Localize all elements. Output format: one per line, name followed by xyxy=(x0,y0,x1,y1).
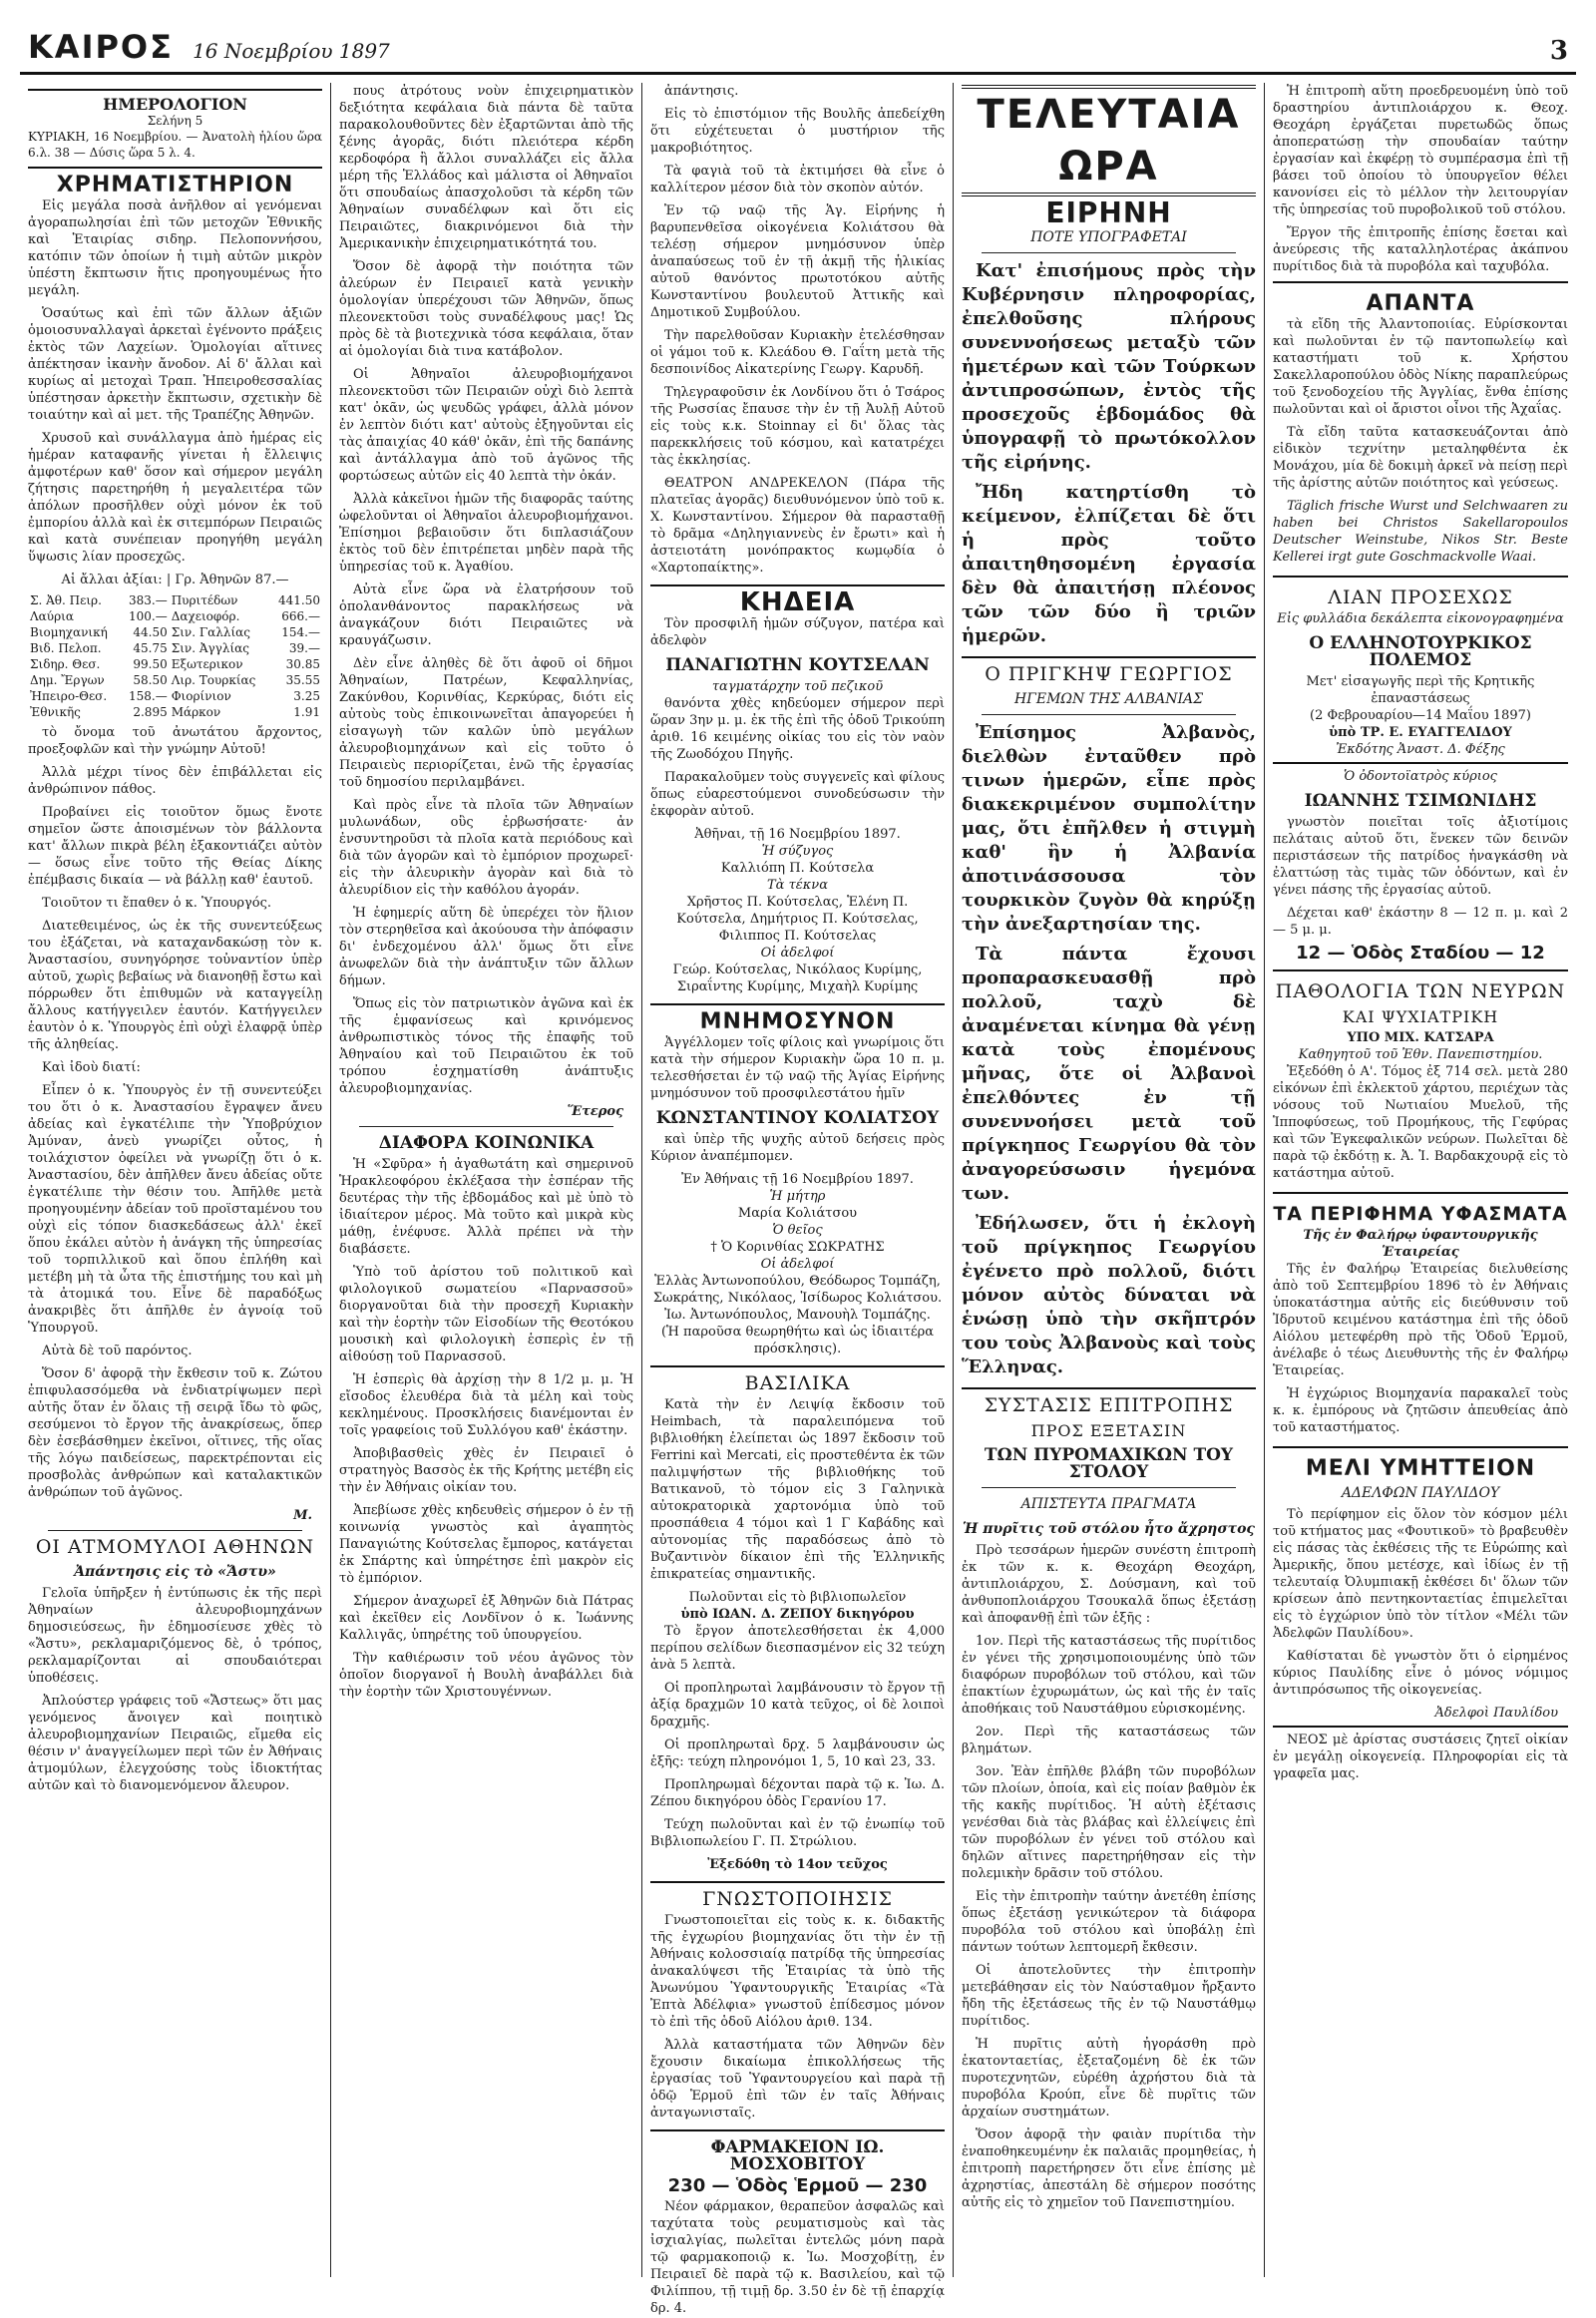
article-signature: Μ. xyxy=(293,1508,312,1523)
prince-subtitle: ΗΓΕΜΩΝ ΤΗΣ ΑΛΒΑΝΙΑΣ xyxy=(1013,691,1204,707)
funeral-family3-head: Οἱ ἀδελφοί xyxy=(760,946,835,961)
basilika-p7: Τεύχη πωλοῦνται καὶ ἐν τῷ ἐνωπίῳ τοῦ Βιβλιοπωλείου Γ. Π. Στρώλιου. xyxy=(650,1817,945,1849)
mills-subtitle: Ἀπάντησις εἰς τὸ «Ἄστυ» xyxy=(74,1564,276,1580)
soon-publisher: Ἐκδότης Ἀναστ. Δ. Φέξης xyxy=(1336,742,1505,757)
stock-cell: Δημ. Ἔργων xyxy=(30,673,105,687)
memorial-name: ΚΩΝΣΤΑΝΤΙΝΟΥ ΚΟΛΙΑΤΣΟΥ xyxy=(655,1108,940,1128)
soon-dates: (2 Φεβρουαρίου—14 Μαΐου 1897) xyxy=(1310,708,1531,723)
dentist-head: Ὁ ὀδοντοϊατρὸς κύριος xyxy=(1344,769,1497,784)
stock-cell: Σ. Ἀθ. Πειρ. xyxy=(30,593,102,607)
stock-cell: 441.50 xyxy=(278,593,320,607)
pathology-author2: Καθηγητοῦ τοῦ Ἐθν. Πανεπιστημίου. xyxy=(1298,1047,1543,1062)
col3-p4: Ἐν τῷ ναῷ τῆς Ἁγ. Εἰρήνης ἡ βαρυπενθεῖσα οἰκογένεια Κολιάτσου θὰ τελέσῃ σήμερον μνημόσυνον ὑπὲρ ἀναπαύσεως τοῦ ἐν τῇ ἀκμῇ τῆς ἡλικίας αὐτοῦ θανόντος πρωτοτόκου αὐτῆς Κωνσταντίνου βουλευτοῦ Ἀττικῆς καὶ Δημοτικοῦ Συμβούλου. xyxy=(650,203,945,320)
committee-p3: 2ον. Περὶ τῆς καταστάσεως τῶν βλημάτων. xyxy=(962,1725,1256,1756)
memorial-family2: † Ὁ Κορινθίας ΣΩΚΡΑΤΗΣ xyxy=(710,1240,885,1255)
committee-sub4: Ἡ πυρῖτις τοῦ στόλου ἦτο ἄχρηστος xyxy=(963,1521,1255,1537)
soon-subtitle: Εἰς φυλλάδια δεκάλεπτα εἰκονογραφημένα xyxy=(1277,611,1564,626)
fabrics-subtitle: Τῆς ἐν Φαλήρῳ ὑφαντουργικῆς Ἑταιρείας xyxy=(1303,1228,1538,1260)
stock-cell: Εξωτερικον xyxy=(171,657,243,671)
article-p6: Καὶ ἰδοὺ διατί: xyxy=(42,1060,141,1075)
almanac-moon: Σελήνη 5 xyxy=(147,114,203,128)
pathology-subtitle: ΚΑΙ ΨΥΧΙΑΤΡΙΚΗ xyxy=(1342,1007,1499,1026)
soon-p1: Μετ' εἰσαγωγῆς περὶ τῆς Κρητικῆς ἐπαναστάσεως xyxy=(1306,674,1535,706)
col3-p2: Εἰς τὸ ἐπιστόμιον τῆς Βουλῆς ἀπεδείχθη ὅτι εὐχέτευεται ὁ μυστήριον τῆς μακροβιότητος. xyxy=(650,107,945,156)
masthead xyxy=(20,18,1576,75)
stock-cell: 30.85 xyxy=(285,657,320,671)
column-3 xyxy=(642,83,954,2316)
divider xyxy=(962,1387,1256,1389)
stock-cell: Σιν. Γαλλίας xyxy=(171,625,251,639)
funeral-date: Ἀθῆναι, τῇ 16 Νοεμβρίου 1897. xyxy=(694,827,901,842)
peace-subtitle: ΠΟΤΕ ΥΠΟΓΡΑΦΕΤΑΙ xyxy=(1030,229,1187,245)
col5-p1: Ἡ ἐπιτροπὴ αὕτη προεδρευομένη ὑπὸ τοῦ δραστηρίου ἀντιπλοιάρχου κ. Θεοχ. Θεοχάρη ἐργάζεται πυρετωδῶς ὅπως ἀποπερατώσῃ τὴν σπουδαίαν ταύτην ἐργασίαν καὶ ἐκφέρῃ τὸ συμπέρασμα ἐπὶ τῇ βάσει τοῦ ὁποίου τὸ ὑπουργεῖον θέλει κανονίσει εἰς τὸ μέλλον τὴν λειτουργίαν τῆς ὑπηρεσίας τοῦ πυροβολικοῦ τοῦ στόλου. xyxy=(1273,84,1568,217)
stock-cell: Ἐθνικῆς xyxy=(30,705,81,719)
notice-p2: Ἀλλὰ καταστήματα τῶν Ἀθηνῶν δὲν ἔχουσιν δικαίωμα ἐπικολλήσεως τῆς ἐργασίας τοῦ Ὑφαντουργείου καὶ παρὰ τῇ ὁδῷ Ἑρμοῦ ἐπὶ τῶν ἐν ταῖς Ἀθήναις ἀνταγωνισταῖς. xyxy=(650,2038,945,2121)
almanac-title: ΗΜΕΡΟΛΟΓΙΟΝ xyxy=(103,95,247,114)
stock-cell: Ἠπειρο-Θεσ. xyxy=(30,689,108,703)
funeral-p1: Τὸν προσφιλῆ ἡμῶν σύζυγον, πατέρα καὶ ἀδελφὸν xyxy=(650,616,945,648)
stock-cell: 2.895 xyxy=(133,705,168,719)
dentist-address: 12 — Ὁδὸς Σταδίου — 12 xyxy=(1296,943,1545,964)
col2-p5: Αὐτὰ εἶνε ὥρα νὰ ἐλατρήσουν τοῦ ὁπολανθάνοντος παρακλήσεως νὰ ἀναγκάζουν διότι Πειραιῶτες νὰ κραυγάζωσιν. xyxy=(339,582,633,648)
funeral-family3: Γεώρ. Κούτσελας, Νικόλαος Κυρίμης, Σιραΐντης Κυρίμης, Μιχαὴλ Κυρίμης xyxy=(672,963,923,994)
mills-p1: Γελοῖα ὑπῆρξεν ἡ ἐντύπωσις ἐκ τῆς περὶ Ἀθηναίων ἀλευροβιομηχάνων δημοσιεύσεως, ἣν ἐδημοσίευσε χθὲς τὸ «Ἄστυ», ρεκλαμαριζόμενος δὲ, ὁ τρόπος, ρεκλαμαρίζονται αἱ σπουδαιότεραι ὑποθέσεις. xyxy=(28,1586,322,1686)
funeral-p3: θανόντα χθὲς κηδεύομεν σήμερον περὶ ὥραν 3ην μ. μ. ἐκ τῆς ἐπὶ τῆς ὁδοῦ Τρικούπη ἀριθ. 16 κειμένης οἰκίας του εἰς τὸν ναὸν τῆς Ζωοδόχου Πηγῆς. xyxy=(650,696,945,762)
page-number: 3 xyxy=(1549,36,1568,66)
ad-pathology xyxy=(1273,969,1568,1192)
stock-row xyxy=(28,592,322,608)
social-p3: Ἡ ἑσπερὶς θὰ ἀρχίσῃ τὴν 8 1/2 μ. μ. Ἡ εἴσοδος ἐλευθέρα διὰ τὰ μέλη καὶ τοὺς κεκλημένους. Προσκλήσεις διανέμονται ἐν τοῖς γραφείοις τοῦ Συλλόγου καθ' ἑκάστην. xyxy=(339,1372,633,1438)
honey-p2: Καθίσταται δὲ γνωστὸν ὅτι ὁ εἰρημένος κύριος Παυλίδης εἶνε ὁ μόνος νόμιμος ἀντιπρόσωπος τῆς οἰκογενείας. xyxy=(1273,1649,1568,1698)
soon-author: ὑπὸ ΤΡ. Ε. ΕΥΑΓΓΕΛΙΔΟΥ xyxy=(1329,725,1512,740)
ad-young-man xyxy=(1273,1726,1568,1792)
col2-p7: Καὶ πρὸς εἶνε τὰ πλοῖα τῶν Ἀθηναίων μυλωνάδων, οὓς ἐρβωσήσατε· ἀν ἐνσυντηροῦσι τὰ πλοῖα κατὰ περιόδους καὶ διὰ τῶν ἀγορῶν καὶ τὸ ἐμπόριον προχωρεῖ· εἰς τὴν ἀλευρικὴν ἀγορὰν καὶ διὰ τὸ ἀλευρίδιον εἰς τὴν καθόλου ἀγοράν. xyxy=(339,798,633,898)
committee-sub2: ΤΩΝ ΠΥΡΟΜΑΧΙΚΩΝ ΤΟΥ ΣΤΟΛΟΥ xyxy=(984,1445,1234,1482)
divider xyxy=(982,714,1236,715)
basilika-p2: Πωλοῦνται εἰς τὸ βιβλιοπωλεῖον xyxy=(688,1590,907,1605)
honey-subtitle: ΑΔΕΛΦΩΝ ΠΑΥΛΙΔΟΥ xyxy=(1341,1485,1500,1501)
divider xyxy=(650,1881,945,1883)
memorial-family1-head: Ἡ μήτηρ xyxy=(769,1189,826,1204)
basilika-p1: Κατὰ τὴν ἐν Λειψίᾳ ἔκδοσιν τοῦ Heimbach, τὰ παραλειπόμενα τοῦ βιβλιοθήκη ἐλείπεται ὡς 1897 ἔκδοσιν τοῦ Ferrini καὶ Mercati, εἰς προστεθέντα ἐκ τῶν παλιμψήστων τῆς βιβλιοθήκης τοῦ Βατικανοῦ, τὸ τόμον εἰς 3 Γαληνικὰ αὐτοκρατορικὰ χαρτονόμια ὑπὸ τοῦ προσπάθεια 4 τόμοι καὶ 1 Γ Καβάδης καὶ αὐτονομίας τῆς παραδόσεως ἀπὸ τὸ Βυζαντινὸν δίκαιον ἐπὶ τῆς Ἑλληνικῆς ἐπικρατείας σημαντικῆς. xyxy=(650,1397,945,1582)
mills-title: ΟΙ ΑΤΜΟΜΥΛΟΙ ΑΘΗΝΩΝ xyxy=(35,1536,315,1558)
social-title: ΔΙΑΦΟΡΑ ΚΟΙΝΩΝΙΚΑ xyxy=(378,1133,595,1153)
stock-row xyxy=(28,640,322,656)
stock-cell: 44.50 xyxy=(133,625,168,639)
pathology-title: ΠΑΘΟΛΟΓΙΑ ΤΩΝ ΝΕΥΡΩΝ xyxy=(1275,980,1566,1002)
stock-row xyxy=(28,704,322,720)
basilika-p4: Οἱ προπληρωταὶ λαμβάνουσιν τὸ ἔργον τῇ ἀξίᾳ δραχμῶν 10 κατὰ τεῦχος, οἱ δὲ λοιποὶ δραχμῆς. xyxy=(650,1681,945,1730)
col3-p1: ἀπάντησις. xyxy=(664,84,739,99)
funeral-family1-head: Ἡ σύζυγος xyxy=(761,844,834,859)
market-p1: Εἰς μεγάλα ποσὰ ἀνῆλθον αἱ γενόμεναι ἀγοραπωλησίαι ἐπὶ τῶν μετοχῶν Ἐθνικῆς καὶ Ἑταιρίας σιδηρ. Πελοποννήσου, κατόπιν τῶν ὁποίων ἡ τιμὴ αὐτῶν μικρὸν ὑπέστη ἔκπτωσιν ἥτις προηγουμένως ἦτο μεγάλη. xyxy=(28,198,322,298)
dentist-p2: Δέχεται καθ' ἑκάστην 8 — 12 π. μ. καὶ 2 — 5 μ. μ. xyxy=(1273,906,1568,938)
column-1 xyxy=(20,83,331,2277)
divider xyxy=(650,584,945,586)
apanta-p1: τὰ εἴδη τῆς Ἀλαντοποιίας. Εὑρίσκονται καὶ πωλοῦνται ἐν τῷ παντοπωλείῳ καὶ καταστήματι τοῦ κ. Χρήστου Σακελλαροπούλου ὁδὸς Νίκης παραπλεύρως τοῦ ξενοδοχείου τῆς Ἀγγλίας, ἔνθα ἐπίσης πωλοῦνται καὶ οἱ ἄριστοι οἶνοι τῆς Ἀχαΐας. xyxy=(1273,317,1568,417)
stock-cell: 99.50 xyxy=(133,657,168,671)
stock-cell: Βιδ. Πελοπ. xyxy=(30,641,102,655)
stock-intro: Αἱ ἄλλαι ἀξίαι: | Γρ. Ἀθηνῶν 87.— xyxy=(61,573,289,587)
stock-cell: 35.55 xyxy=(285,673,320,687)
prince-p1: Ἐπίσημος Ἀλβανὸς, διελθὼν ἐνταῦθεν πρὸ τινων ἡμερῶν, εἶπε πρὸς διακεκριμένον συμπολίτην μας, ὅτι ἐπῆλθεν ἡ στιγμὴ καθ' ἣν ἡ Ἀλβανία ἀποτινάσσουσα τὸν τουρκικὸν ζυγὸν θὰ κηρύξῃ τὴν ἀνεξαρτησίαν της. xyxy=(962,722,1256,935)
stock-row xyxy=(28,688,322,704)
basilika-p6: Προπληρωμαὶ δέχονται παρὰ τῷ κ. Ἰω. Δ. Ζέπου δικηγόρου ὁδὸς Γερανίου 17. xyxy=(650,1777,945,1809)
honey-p1: Τὸ περίφημον εἰς ὅλον τὸν κόσμον μέλι τοῦ κτήματος μας «Φουτικοῦ» τὸ βραβευθὲν εἰς πάσας τὰς ἐκθέσεις τῆς τε Εὐρώπης καὶ Ἀμερικῆς, ὅπου μετέσχε, καὶ ἰδίως ἐν τῇ τελευταίᾳ Ὀλυμπιακῇ ἐκθέσει δι' ὅλων τῶν κρίσεων ἀπὸ πεντηκονταετίας ἐπιμελεῖται εἰς τὸ ἐγχώριον ὑπὸ τὸν τίτλον «Μέλι τῶν Ἀδελφῶν Παυλίδου». xyxy=(1273,1507,1568,1641)
dentist-p1: γνωστὸν ποιεῖται τοῖς ἀξιοτίμοις πελάταις αὐτοῦ ὅτι, ἕνεκεν τῶν δεινῶν περιστάσεων τῆς πατρίδος ἠναγκάσθη νὰ ἐλαττώσῃ τὰς τιμὰς τῶν ὀδόντων, καὶ ἐν γένει πάσης τῆς ἐργασίας αὐτοῦ. xyxy=(1273,815,1568,898)
stock-row xyxy=(28,624,322,640)
columns xyxy=(20,83,1576,2316)
col5-p2: Ἔργον τῆς ἐπιτροπῆς ἐπίσης ἔσεται καὶ ἀνεύρεσις τῆς καταλληλοτέρας ἀκάπνου πυρίτιδος διὰ τὰ πυροβόλα καὶ ταχυβόλα. xyxy=(1273,225,1568,274)
social-p6: Σήμερον ἀναχωρεῖ ἐξ Ἀθηνῶν διὰ Πάτρας καὶ ἐκεῖθεν εἰς Λονδῖνον ὁ κ. Ἰωάννης Καλλιγᾶς, ὑπηρέτης τοῦ ὑπουργείου. xyxy=(339,1594,633,1643)
committee-p8: Ὅσον ἀφορᾷ τὴν φαιὰν πυρίτιδα τὴν ἐναποθηκευμένην ἐκ παλαιᾶς προμηθείας, ἡ ἐπιτροπὴ παρετήρησεν ὅτι εἶνε ἐπίσης μὲ ἀχρηστίας, ἀπεστάλη δὲ σήμερον ποσότης αὐτῆς εἰς τὸ χημεῖον τοῦ Πανεπιστημίου. xyxy=(962,2127,1256,2210)
notice-p1: Γνωστοποιεῖται εἰς τοὺς κ. κ. διδακτῆς τῆς ἐγχωρίου βιομηχανίας ὅτι τὴν ἐν τῇ Ἀθήναις κολοσσιαίᾳ πατρίδᾳ τῆς ὑπηρεσίας ἀνακαλύψεσι τῆς Ἑταιρίας τὰ ὑπὸ τῆς Ἀνωνύμου Ὑφαντουργικῆς Ἑταιρίας «Τὰ Ἐπτὰ Ἀδέλφια» γνωστοῦ ἐπίδεσμος μόνον τὸ ἐπὶ τῆς ὁδοῦ Αἰόλου ἀριθ. 134. xyxy=(650,1913,945,2030)
stock-cell: Λιρ. Τουρκίας xyxy=(171,673,256,687)
col2-p1: πους ἀτρότους νοὺν ἐπιχειρηματικὸν δεξιότητα κεφάλαια διὰ πάντα δὲ ταῦτα παρακολουθοῦντες δὲν ἐξαρτῶνται ἀπὸ τῆς ξένης ἀγορᾶς, διότι πλειότερα κέρδη κερδοφόρα ἢ ἄλλοι συναλλάζει εἰς ἄλλα μέρη τῆς Ἑλλάδος καὶ μάλιστα οἱ Ἀθηναῖοι ὅτι σπουδαίως ἀπασχολοῦσι τὰ κέρδη τῶν Ἀθηναίων συναδέλφων καὶ ὅτι εἰς Πειραιῶτες, διακρινόμενοι διὰ τὴν Ἀμερικανικὴν ἐπιχειρηματικότητά του. xyxy=(339,84,633,251)
social-p2: Ὑπὸ τοῦ ἀρίστου τοῦ πολιτικοῦ καὶ φιλολογικοῦ σωματείου «Παρνασσοῦ» διοργανοῦται διὰ τὴν προσεχῆ Κυριακὴν καὶ τὴν ἑορτὴν τῶν Εἰσοδίων τῆς Θεοτόκου μουσικὴ καὶ φιλολογικὴ ἑσπερὶς ἐν τῇ αἰθούσῃ τοῦ Παρνασσοῦ. xyxy=(339,1265,633,1364)
honey-title: ΜΕΛΙ ΥΜΗΤΤΕΙΟΝ xyxy=(1305,1456,1536,1481)
memorial-family3-head: Οἱ ἀδελφοί xyxy=(760,1257,835,1272)
prince-p2: Τὰ πάντα ἔχουσι προπαρασκευασθῇ πρὸ πολλοῦ, ταχὺ δὲ ἀναμένεται κίνημα θὰ γένῃ κατὰ τοὺς ἐπομένους μῆνας, ὅτε οἱ Ἀλβανοὶ ἐπελθόντες ἐν τῇ συνεννοήσει μετὰ τοῦ πρίγκηπος Γεωργίου θὰ τὸν ἀναγορεύσωσιν ἡγεμόνα των. xyxy=(962,944,1256,1204)
last-hour-title: ΤΕΛΕΥΤΑΙΑ ΩΡΑ xyxy=(962,85,1256,196)
almanac-box xyxy=(28,89,322,169)
pathology-p1: Ἐξεδόθη ὁ Α'. Τόμος ἐξ 714 σελ. μετὰ 280 εἰκόνων ἐπὶ ἐκλεκτοῦ χάρτου, περιέχων τὰς νόσους τοῦ Νωτιαίου Μυελοῦ, τῆς Ἱπποφύσεως, τοῦ Προμήκους, τῆς Γεφύρας καὶ τῶν Ἐγκεφαλικῶν νεύρων. Πωλεῖται δὲ παρὰ τῷ ἐκδότῃ κ. Ἀ. Ἰ. Βαρδακχουρᾷ εἰς τὸ κατάστημα αὐτοῦ. xyxy=(1273,1064,1568,1181)
market-p2: Ὁσαύτως καὶ ἐπὶ τῶν ἄλλων ἀξιῶν ὁμοιοσυναλλαγαὶ ἀρκεταὶ ἐγένοντο πράξεις ἐκτὸς τῶν Λαχείων. Ὁμολογίαι αἵτινες ἀπέκτησαν ἰκανὴν ἄνοδον. Αἱ δ' ἄλλαι καὶ κυρίως αἱ μετοχαὶ Τραπ. Ἠπειροθεσσαλίας ὑπέστησαν ἀρκετὴν ἔκπτωσιν, σχετικὴν δὲ τοιαύτην καὶ αἱ μετ. τῆς Τραπέζης Ἀθηνῶν. xyxy=(28,306,322,423)
article-p5: Διατεθειμένος, ὡς ἐκ τῆς συνεντεύξεως του ἐξάζεται, νὰ καταχανδακώσῃ τὸν κ. Ἀναστασίου, συνηγόρησε τοὐναντίον ὑπὲρ αὐτοῦ, χωρὶς βεβαίως νὰ διανοηθῇ ἔστω καὶ πόρρωθεν ὅτι ἐπιθυμῶν νὰ καταγγείλῃ ἄλλους κατήγγειλεν ἑαυτόν. Κατήγγειλεν ἑαυτὸν ὁ κ. Ὑπουργὸς ἐπὶ οὐχὶ ἐλαφρᾷ ὑπὲρ τῆς ἀληθείας. xyxy=(28,919,322,1052)
memorial-family2-head: Ὁ θεῖος xyxy=(772,1223,823,1238)
fabrics-p2: Ἡ ἐγχώριος Βιομηχανία παρακαλεῖ τοὺς κ. κ. ἐμπόρους νὰ ζητῶσιν ἀπευθείας ἀπὸ τοῦ καταστήματος. xyxy=(1273,1386,1568,1435)
col3-p7: ΘΕΑΤΡΟΝ ΑΝΔΡΕΚΕΛΟΝ (Πάρα τῆς πλατεῖας ἀγορᾶς) διευθυνόμενον ὑπὸ τοῦ κ. Χ. Κωνσταντίνου. Σήμερον θὰ παρασταθῇ τὸ δρᾶμα «Δηληγιαννεὺς ἐν ἔρωτι» καὶ ἡ ἀστειοτάτη μονόπρακτος κωμῳδία ὁ «Χαρτοπαίκτης». xyxy=(650,476,945,576)
issue-date: 16 Νοεμβρίου 1897 xyxy=(193,39,390,63)
peace-p2: Ἤδη κατηρτίσθη τὸ κείμενον, ἐλπίζεται δὲ ὅτι ἡ πρὸς τοῦτο ἀπαιτηθησομένη ἐργασία δὲν θὰ ἀπαιτήσῃ πλέονος τῶν τῶν δύο ἢ τριῶν ἡμερῶν. xyxy=(962,482,1256,646)
stock-cell: Μάρκον xyxy=(171,705,221,719)
funeral-family1: Καλλιόπη Π. Κούτσελα xyxy=(720,861,875,876)
stock-row xyxy=(28,672,322,688)
basilika-seller: ὑπὸ ΙΩΑΝ. Δ. ΖΕΠΟΥ δικηγόρου xyxy=(680,1607,915,1622)
basilika-issue: Ἐξεδόθη τὸ 14ον τεῦχος xyxy=(707,1857,888,1872)
stock-cell: Πυριτέδων xyxy=(171,593,238,607)
stock-cell: Φιορίνιον xyxy=(171,689,231,703)
column-4 xyxy=(954,83,1265,2277)
pharmacy-address: 230 — Ὁδὸς Ἑρμοῦ — 230 xyxy=(667,2175,928,2196)
funeral-family2: Χρῆστος Π. Κούτσελας, Ἑλένη Π. Κούτσελα, Δημήτριος Π. Κούτσελας, Φιλιππος Π. Κούτσελας xyxy=(676,895,919,944)
divider xyxy=(982,252,1236,253)
memorial-family1: Μαρία Κολιάτσου xyxy=(737,1206,858,1221)
stock-cell: 58.50 xyxy=(133,673,168,687)
article-p9: Ὅσον δ' ἀφορᾷ τὴν ἔκθεσιν τοῦ κ. Ζώτου ἐπιφυλασσόμεθα νὰ ἐνδιατρίψωμεν περὶ αὐτῆς ὅταν ἐν ὅλαις τῇ σειρᾷ ἴδω τὸ φῶς, σεσύμενοι τὸ ἔργον τῆς ἀνακρίσεως, ὅπερ δὲν ἐσεβάσθημεν ἐκεῖνοι, οἵτινες, τῆς οἵας τῆς λόγω παιδείσεως, παρεκτρέπονται εἰς προσβολὰς ἀνθρώπων καὶ καταλακτικῶν ἀνθρώπων τοῦ ἀγῶνος. xyxy=(28,1366,322,1500)
committee-p4: 3ον. Ἐὰν ἐπῆλθε βλάβη τῶν πυροβόλων τῶν πλοίων, ὁποία, καὶ εἰς ποίαν βαθμὸν ἐκ τῆς κακῆς πυρίτιδος. Ἡ αὐτὴ ἐξέτασις γενέσθαι διὰ τὰς βλάβας καὶ ἐλλείψεις ἐπὶ τῶν πυροβόλων ἐν γένει τοῦ στόλου καὶ δηλῶν αἵτινες παρετηρήθησαν εἰς τὴν πολεμικὴν δρᾶσιν τοῦ στόλου. xyxy=(962,1764,1256,1881)
social-p4: Ἀποβιβασθεὶς χθὲς ἐν Πειραιεῖ ὁ στρατηγὸς Βασσὸς ἐκ τῆς Κρήτης μετέβη εἰς τὴν ἐν Ἀθήναις οἰκίαν του. xyxy=(339,1446,633,1495)
committee-p5: Εἰς τὴν ἐπιτροπὴν ταύτην ἀνετέθη ἐπίσης ὅπως ἐξετάσῃ γενικώτερον τὰ διάφορα πυροβόλα τοῦ στόλου καὶ ὑποβάλῃ ἐπὶ πάντων τούτων λεπτομερῆ ἔκθεσιν. xyxy=(962,1889,1256,1955)
notice-title: ΓΝΩΣΤΟΠΟΙΗΣΙΣ xyxy=(702,1888,893,1910)
social-p7: Τὴν καθιέρωσιν τοῦ νέου ἀγῶνος τὸν ὁποῖον διοργανοῖ ἡ Βουλὴ ἀναβάλλει διὰ τὴν ἑορτὴν τῶν Χριστουγέννων. xyxy=(339,1651,633,1700)
funeral-p4: Παρακαλοῦμεν τοὺς συγγενεῖς καὶ φίλους ὅπως εὐαρεστούμενοι συνοδεύσωσιν τὴν ἐκφορὰν αὐτοῦ. xyxy=(650,770,945,819)
article-p8: Αὐτὰ δὲ τοῦ παρόντος. xyxy=(42,1344,193,1358)
stock-cell: 383.— xyxy=(129,593,168,607)
col2-p3: Οἱ Ἀθηναῖοι ἀλευροβιομήχανοι πλεονεκτοῦσι τῶν Πειραιῶν οὐχὶ διὸ λεπτὰ κατ' ὀκᾶν, ὡς ψευδῶς γράφει, ἀλλὰ μόνον ἐν λεπτὸν διότι κατ' αὐτοὺς ἐξηγοῦνται εἰς τὰς ἀπαιχίας 40 κάθ' ὀκᾶν, ἐπὶ τῆς δαπάνης καὶ ἀντάλλαγμα ἀπὸ τοῦ ἀγῶνος τῆς φορτώσεως αὐτῶν εἰς 40 λεπτὰ τὴν ὀκάν. xyxy=(339,367,633,484)
funeral-rank: ταγματάρχην τοῦ πεζικοῦ xyxy=(711,679,884,694)
col2-p6: Δὲν εἶνε ἀληθὲς δὲ ὅτι ἀφοῦ οἱ δῆμοι Ἀθηναίων, Πατρέων, Κεφαλληνίας, Ζακύνθου, Κορινθίας, Κερκύρας, διότι εἰς αὐτοὺς τοὺς ἐπικοινωνεῖται ἀπαγορεύει ἡ εἰσαγωγὴ τῶν καλῶν ὑπὸ μεγάλων ἀλευροβιομηχάνων καὶ εἰς τοῦτο ὁ Πειραιεὺς περιορίζεται, ἐνῶ τῆς ἐργασίας τοῦ δημοσίου περιλαμβάνει. xyxy=(339,656,633,790)
memorial-title: ΜΝΗΜΟΣΥΝΟΝ xyxy=(699,1009,896,1034)
memorial-p2: καὶ ὑπὲρ τῆς ψυχῆς αὐτοῦ δεήσεις πρὸς Κύριον ἀναπέμπομεν. xyxy=(650,1132,945,1164)
prince-p3: Ἐδήλωσεν, ὅτι ἡ ἐκλογὴ τοῦ πρίγκηπος Γεωργίου ἐγένετο πρὸ πολλοῦ, διότι μόνον αὐτὸς δύναται νὰ ἑνώσῃ ὑπὸ τὴν σκῆπτρόν του τοὺς Ἀλβανοὺς καὶ τοὺς Ἕλληνας. xyxy=(962,1213,1256,1377)
col2-p2: Ὅσον δὲ ἀφορᾷ τὴν ποιότητα τῶν ἀλεύρων ἐν Πειραιεῖ κατὰ γενικὴν ὁμολογίαν ὑπερέχουσι τῶν Ἀθηνῶν, ὅπως πλεονεκτοῦσι τοὺς συναδέλφους μας! Ὡς πρὸς δὲ τὰ βιοτεχνικὰ τόσα κεφάλαια, ὅταν αἱ ὁμολογίαι διὰ τινα κατάβολον. xyxy=(339,259,633,359)
ad-apanta xyxy=(1273,281,1568,576)
almanac-line: ΚΥΡΙΑΚΗ, 16 Νοεμβρίου. — Ἀνατολὴ ἡλίου ὥρα 6.λ. 38 — Δύσις ὥρα 5 λ. 4. xyxy=(28,130,322,160)
market-p3: Χρυσοῦ καὶ συνάλλαγμα ἀπὸ ἡμέρας εἰς ἡμέραν καταφανῆς γίνεται ἡ ἔλλειψις ἀμφοτέρων καθ' ὅσον καὶ σήμερον μεγάλη ζήτησις παρετηρήθη ἡ μεγαλειτέρα τῶν ἀπόλων προσῆλθεν οὐχὶ μόνον ἐκ τοῦ ἐμπορίου ἀλλὰ καὶ ἐκ σιτεμπόρων Πειραιῶς καὶ κατὰ συνέπειαν προηγήθη μεγάλη ὕψωσις λίαν προσεχῶς. xyxy=(28,431,322,565)
article-p3: Προβαίνει εἰς τοιοῦτον ὅμως ἔνοτε σημεῖον ὥστε ἀποισμένων τὸν βάλλοντα κατ' ἄλλων πικρὰ βέλη ἐξακοντιάζει αὐτὸν — ὅσως εἶνε τοῦτο τῆς Θείας Δίκης ἐπέμβασις δικαία — νὰ βάλλῃ καθ' ἑαυτοῦ. xyxy=(28,805,322,888)
stock-cell: 666.— xyxy=(281,609,320,623)
col3-p5: Τὴν παρελθοῦσαν Κυριακὴν ἐτελέσθησαν οἱ γάμοι τοῦ κ. Κλεάδου Θ. Γαΐτη μετὰ τῆς δεσποινίδος Αἰκατερίνης Γεωργ. Καρυδῆ. xyxy=(650,328,945,377)
article-p2: Ἀλλὰ μέχρι τίνος δὲν ἐπιβάλλεται εἰς ἀνθρώπινον πάθος. xyxy=(28,765,322,797)
market-title: ΧΡΗΜΑΤΙΣΤΗΡΙΟΝ xyxy=(56,173,294,197)
stock-table xyxy=(28,592,322,720)
committee-sub3: ΑΠΙΣΤΕΥΤΑ ΠΡΑΓΜΑΤΑ xyxy=(1020,1496,1197,1512)
divider xyxy=(359,1126,613,1127)
ad-dentist xyxy=(1273,762,1568,969)
apanta-p3: Täglich frische Wurst und Selchwaaren zu haben bei Christos Sakellaropoulos Deutscher Weinstube, Nikos Str. Beste Kellerei irgt gute Goschmackvolle Waai. xyxy=(1273,499,1568,565)
divider xyxy=(650,2129,945,2131)
apanta-title: ΑΠΑΝΤΑ xyxy=(1366,291,1475,316)
fabrics-p1: Τῆς ἐν Φαλήρῳ Ἑταιρείας διελυθείσης ἀπὸ τοῦ Σεπτεμβρίου 1896 τὸ ἐν Ἀθήναις ὑποκατάστημα αὐτῆς εἰς διεύθυνσιν τοῦ Ἰδρυτοῦ κειμένου κατάστημα ἐπὶ τῆς ὁδοῦ Αἰόλου μετεφέρθη πρὸ τῆς Ὁδοῦ Ἑρμοῦ, ἀνέλαβε ὁ τέως Διευθυντὴς τῆς ἐν Φαλήρῳ Ἑταιρείας. xyxy=(1273,1262,1568,1378)
col3-p3: Τὰ φαγιὰ τοῦ τὰ ἐκτιμήσει θὰ εἶνε ὁ καλλίτερον μέσον διὰ τὸν σκοπὸν αὐτόν. xyxy=(650,164,945,195)
pharmacy-title: ΦΑΡΜΑΚΕΙΟΝ ΙΩ. ΜΟΣΧΟΒΙΤΟΥ xyxy=(710,2137,885,2174)
committee-p7: Ἡ πυρῖτις αὐτὴ ἠγοράσθη πρὸ ἑκατονταετίας, ἐξεταζομένη δὲ ἐκ τῶν πυροτεχνητῶν, εὑρέθη ἀχρήστου διὰ τὰ πυροβόλα Κρούπ, εἶνε δὲ πυρῖτις τῶν ἀρχαίων συστημάτων. xyxy=(962,2037,1256,2120)
memorial-note: (Ἡ παροῦσα θεωρηθήτω καὶ ὡς ἰδιαιτέρα πρόσκλησις). xyxy=(660,1325,935,1356)
committee-p1: Πρὸ τεσσάρων ἡμερῶν συνέστη ἐπιτροπὴ ἐκ τῶν κ. κ. Θεοχάρη Θεοχάρη, ἀντιπλοιάρχου, Σ. Δούσμανη, καὶ τοῦ ἀνθυποπλοιάρχου Τσουκαλᾶ ὅπως ἐξετάσῃ καὶ ἀποφανθῇ ἐπὶ τῶν ἑξῆς : xyxy=(962,1543,1256,1626)
divider xyxy=(982,1487,1236,1488)
prince-text xyxy=(962,721,1256,1379)
pathology-author: ΥΠΟ ΜΙΧ. ΚΑΤΣΑΡΑ xyxy=(1347,1030,1494,1045)
soon-title: ΛΙΑΝ ΠΡΟΣΕΧΩΣ xyxy=(1328,586,1513,608)
social-p1: Ἡ «Σφῦρα» ἡ ἀγαθωτάτη καὶ σημερινοῦ Ἡρακλεοφόρου ἐκλέξασα τὴν ἑσπέραν τῆς δευτέρας τὴν τῆς ἐβδομάδος καὶ μὲ ὑπὸ τὸ ἰδιαίτερον μέρος. Μὰ τοῦτο καὶ μικρὰ κὺς μάθῃ, ἐνέφυσε. Ἀλλὰ πρέπει νὰ τὴν διαβάσετε. xyxy=(339,1157,633,1257)
col2-signature: Ἕτερος xyxy=(567,1104,623,1119)
divider xyxy=(650,1003,945,1005)
memorial-p1: Ἀγγέλλομεν τοῖς φίλοις καὶ γνωρίμοις ὅτι κατὰ τὴν σήμερον Κυριακὴν ὥρα 10 π. μ. τελεσθήσεται ἐν τῷ ναῷ τῆς Ἁγίας Εἰρήνης μνημόσυνον τοῦ προσφιλεστάτου ἡμῖν xyxy=(650,1035,945,1101)
basilika-p3: Τὸ ἔργον ἀποτελεσθήσεται ἐκ 4,000 περίπου σελίδων διεσπασμένον εἰς 32 τεύχη ἀνὰ 5 λεπτὰ. xyxy=(650,1624,945,1673)
ad-fabrics xyxy=(1273,1192,1568,1446)
ad-war-book xyxy=(1273,576,1568,762)
stock-cell: 100.— xyxy=(129,609,168,623)
stock-cell: 1.91 xyxy=(293,705,320,719)
stock-cell: 3.25 xyxy=(293,689,320,703)
stock-cell: 154.— xyxy=(281,625,320,639)
peace-title: ΕΙΡΗΝΗ xyxy=(1045,196,1172,229)
divider xyxy=(48,1530,302,1531)
peace-text xyxy=(962,259,1256,648)
stock-row xyxy=(28,608,322,624)
memorial-family3: Ἑλλὰς Ἀντωνοπούλου, Θεόδωρος Τομπάζη, Σωκράτης, Νικόλαος, Ἰσίδωρος Κολιάτσου. Ἰω. Ἀντωνόπουλος, Μανουὴλ Τομπάζης. xyxy=(652,1274,943,1323)
memorial-date: Ἐν Ἀθήναις τῇ 16 Νοεμβρίου 1897. xyxy=(681,1172,914,1187)
soon-name: Ο ΕΛΛΗΝΟΤΟΥΡΚΙΚΟΣ ΠΟΛΕΜΟΣ xyxy=(1309,633,1532,670)
column-5 xyxy=(1265,83,1576,2277)
masthead-left xyxy=(28,28,390,66)
fabrics-title: ΤΑ ΠΕΡΙΦΗΜΑ ΥΦΑΣΜΑΤΑ xyxy=(1273,1203,1568,1225)
basilika-title: ΒΑΣΙΛΙΚΑ xyxy=(744,1372,851,1394)
divider xyxy=(650,1365,945,1367)
honey-signature: Ἀδελφοὶ Παυλίδου xyxy=(1434,1706,1558,1721)
committee-sub1: ΠΡΟΣ ΕΞΕΤΑΣΙΝ xyxy=(1030,1421,1187,1440)
article-p1: τὸ ὄνομα τοῦ ἀνωτάτου ἄρχοντος, προεξοφλῶν καὶ τὴν γνώμην Αὐτοῦ! xyxy=(28,725,322,757)
committee-p6: Οἱ ἀποτελοῦντες τὴν ἐπιτροπὴν μετεβάθησαν εἰς τὸν Ναύσταθμον ἤρξαντο ἤδη τῆς ἐξετάσεως τῆς ἐν τῷ Ναυστάθμῳ πυρίτιδος. xyxy=(962,1963,1256,2029)
stock-cell: Σιδηρ. Θεσ. xyxy=(30,657,101,671)
stock-cell: Βιομηχανική xyxy=(30,625,108,639)
article-p7: Εἶπεν ὁ κ. Ὑπουργὸς ἐν τῇ συνεντεύξει του ὅτι ὁ κ. Ἀναστασίου ἔγραψεν ἄνευ ἀδείας καὶ ἐγκατέλιπε τὴν Ὑποβρύχιον Ἀμύναν, ἀνεὺ γνωρίζει οὗτος, ἡ τοιλάχιστον ὀφείλει νὰ γνωρίζῃ ὅτι ὁ κ. Ἀναστασίου, δὲν ἀπῆλθεν ἄνευ ἀδείας οὔτε ἐγκατέλιπε τὴν θέσιν του. Ἀπῆλθε μετὰ προηγουμένην ἀδείαν τοῦ προϊσταμένου του οὐχὶ εἰς τόπον διασκεδάσεως ἀλλ' ἐκεῖ ὅπου ἐκάλει αὐτὸν ἡ ἀνάγκη τῆς ὑπηρεσίας τοῦ τορπιλλικοῦ καὶ ὅπου ἐπλήθη καὶ μετέβη μὴ τὰ ὦτα τῆς ἐπιστήμης του καὶ μὴ τὰ ἀτομικά του. Εἶνε δὲ παραδόξως ἀνακριβὲς ὅτι ἀπῆλθε ἐν ἀγνοίᾳ τοῦ Ὑπουργοῦ. xyxy=(28,1083,322,1336)
prince-title: Ο ΠΡΙΓΚΗΨ ΓΕΩΡΓΙΟΣ xyxy=(985,663,1233,685)
peace-p1: Κατ' ἐπισήμους πρὸς τὴν Κυβέρνησιν πληροφορίας, ἐπελθοῦσης πλήρους συνεννοήσεως μεταξὺ τῶν ἡμετέρων καὶ τῶν Τούρκων ἀντιπροσώπων, ἐντὸς τῆς προσεχοῦς ἑβδομάδος θὰ ὑπογραφῇ τὸ πρωτόκολλον τῆς εἰρήνης. xyxy=(962,260,1256,473)
funeral-title: ΚΗΔΕΙΑ xyxy=(739,587,856,617)
social-p5: Ἀπεβίωσε χθὲς κηδευθεὶς σήμερον ὁ ἐν τῇ κοινωνίᾳ γνωστὸς καὶ ἀγαπητὸς Παναγιώτης Κούτσελας ἔμπορος, κατάγεται ἐκ Σπάρτης καὶ ὑπηρέτησε ἐπὶ μακρὸν εἰς τὸ ἐμπόριον. xyxy=(339,1503,633,1586)
dentist-name: ΙΩΑΝΝΗΣ ΤΣΙΜΩΝΙΔΗΣ xyxy=(1304,791,1537,811)
stock-cell: Σιν. Ἀγγλίας xyxy=(171,641,249,655)
newspaper-name: ΚΑΙΡΟΣ xyxy=(28,28,174,66)
col2-p8: Ἡ ἐφημερίς αὕτη δὲ ὑπερέχει τὸν ἥλιον τὸν στερηθεῖσα καὶ ἀκούουσα τὴν ἀπόφασιν δι' ἐνδεχομένου ἀλλ' ὅμως ὅτι εἶνε ἀνωφελῶν διὰ τὴν ἀνάπτυξιν τῶν ἄλλων δήμων. xyxy=(339,906,633,988)
mills-p2: Ἀπλούστερ γράφεις τοῦ «Ἄστεως» ὅτι μας γενόμενος ἄνοιγεν καὶ ποιητικὸ ἀλευροβιομηχανίων Πειραιῶς, εἴμεθα εἰς θέσιν ν' ἀναγγείλωμεν περὶ τῶν ἐν Ἀθήναις ἀτμομύλων, ἐλεγχούσης τοὺς ἰδιοκτήτας αὐτῶν καὶ τὸ διανομενόμενον ἄλευρον. xyxy=(28,1694,322,1793)
stock-cell: 39.— xyxy=(288,641,320,655)
stock-cell: 45.75 xyxy=(133,641,168,655)
pharmacy-p1: Νέον φάρμακον, θεραπεῦον ἀσφαλῶς καὶ ταχύτατα τοὺς ρευματισμοὺς καὶ τὰς ἰσχιαλγίας, πωλεῖται ἐντελῶς μόνη παρὰ τῷ φαρμακοποιῷ κ. Ἰω. Μοσχοβίτῃ, ἐν Πειραιεῖ δὲ παρὰ τῷ κ. Βασιλείου, καὶ τῷ Φιλίππου, τῇ τιμῇ δρ. 3.50 ἐν δὲ τῇ ἐπαρχίᾳ δρ. 4. xyxy=(650,2199,945,2316)
article-p4: Τοιοῦτον τι ἔπαθεν ὁ κ. Ὑπουργός. xyxy=(42,896,272,911)
committee-p2: 1ον. Περὶ τῆς καταστάσεως τῆς πυρίτιδος ἐν γένει τῆς χρησιμοποιουμένης ὑπὸ τῶν διαφόρων πυροβόλων τοῦ στόλου, καὶ τῶν ἐπακτίων ἐχυρωμάτων, ὡς καὶ τῆς ἐν ταῖς ἀποθήκαις τοῦ Ναυστάθμου εὑρισκομένης. xyxy=(962,1634,1256,1717)
col2-p4: Ἀλλὰ κἀκεῖνοι ἡμῶν τῆς διαφορᾶς ταύτης ὠφελοῦνται οἱ Ἀθηναῖοι ἀλευροβιομήχανοι. Ἐπίσημοι βεβαιοῦσιν ὅτι διπλασιάζουν ἐκτὸς τοῦ δὲν ἐπιτρέπεται μηδὲν παρὰ τῆς ὑπηρεσίας τοῦ κ. Ἀγαθίου. xyxy=(339,492,633,575)
funeral-name: ΠΑΝΑΓΙΩΤΗΝ ΚΟΥΤΣΕΛΑΝ xyxy=(665,655,930,675)
ad-honey xyxy=(1273,1446,1568,1726)
column-2 xyxy=(331,83,642,2277)
apanta-p2: Τὰ εἴδη ταῦτα κατασκευάζονται ἀπὸ εἰδικὸν τεχνίτην μεταληφθέντα ἐκ Μονάχου, μία δὲ δοκιμὴ ἀρκεῖ νὰ πείσῃ περὶ τῆς ἀρίστης αὐτῶν ποιότητος καὶ γεύσεως. xyxy=(1273,425,1568,491)
col2-p9: Ὅπως εἰς τὸν πατριωτικὸν ἀγῶνα καὶ ἐκ τῆς ἐμφανίσεως καὶ κρινόμενος ἀνθρωπιστικὸς τόνος τῆς ἐπαφῆς τοῦ Ἀθηναίου καὶ τοῦ Πειραιῶτου ἐκ τοῦ τρόπου ἐσχηματίσθη ἀνάπτυξις ἀλευροβιομηχανίας. xyxy=(339,996,633,1096)
basilika-p5: Οἱ προπληρωταὶ δρχ. 5 λαμβάνουσιν ὡς ἑξῆς: τεύχη πληρονόμοι 1, 5, 10 καὶ 23, 33. xyxy=(650,1738,945,1769)
stock-cell: Δαχειοφόρ. xyxy=(171,609,240,623)
committee-title: ΣΥΣΤΑΣΙΣ ΕΠΙΤΡΟΠΗΣ xyxy=(984,1394,1234,1416)
stock-row xyxy=(28,656,322,672)
col3-p6: Τηλεγραφοῦσιν ἐκ Λονδίνου ὅτι ὁ Τσάρος τῆς Ρωσσίας ἔπαυσε τὴν ἐν τῇ Ἀυλῇ Αὐτοῦ εἰς τοὺς κ.κ. Stoinnay εἰ δι' ὅλας τὰς παρεκκλήσεις τοῦ κόσμου, καὶ κατατρέχει τὰς ἐκκλησίας. xyxy=(650,385,945,468)
stock-cell: 158.— xyxy=(129,689,168,703)
divider xyxy=(962,656,1256,658)
stock-cell: Λαύρια xyxy=(30,609,74,623)
young-man-p: ΝΕΟΣ μὲ ἀρίστας συστάσεις ζητεῖ οἰκίαν ἐν μεγάλῃ οἰκογενείᾳ. Πληροφορίαι εἰς τὰ γραφεῖα μας. xyxy=(1273,1733,1568,1781)
newspaper-page xyxy=(20,18,1576,2316)
funeral-family2-head: Τὰ τέκνα xyxy=(767,878,828,893)
